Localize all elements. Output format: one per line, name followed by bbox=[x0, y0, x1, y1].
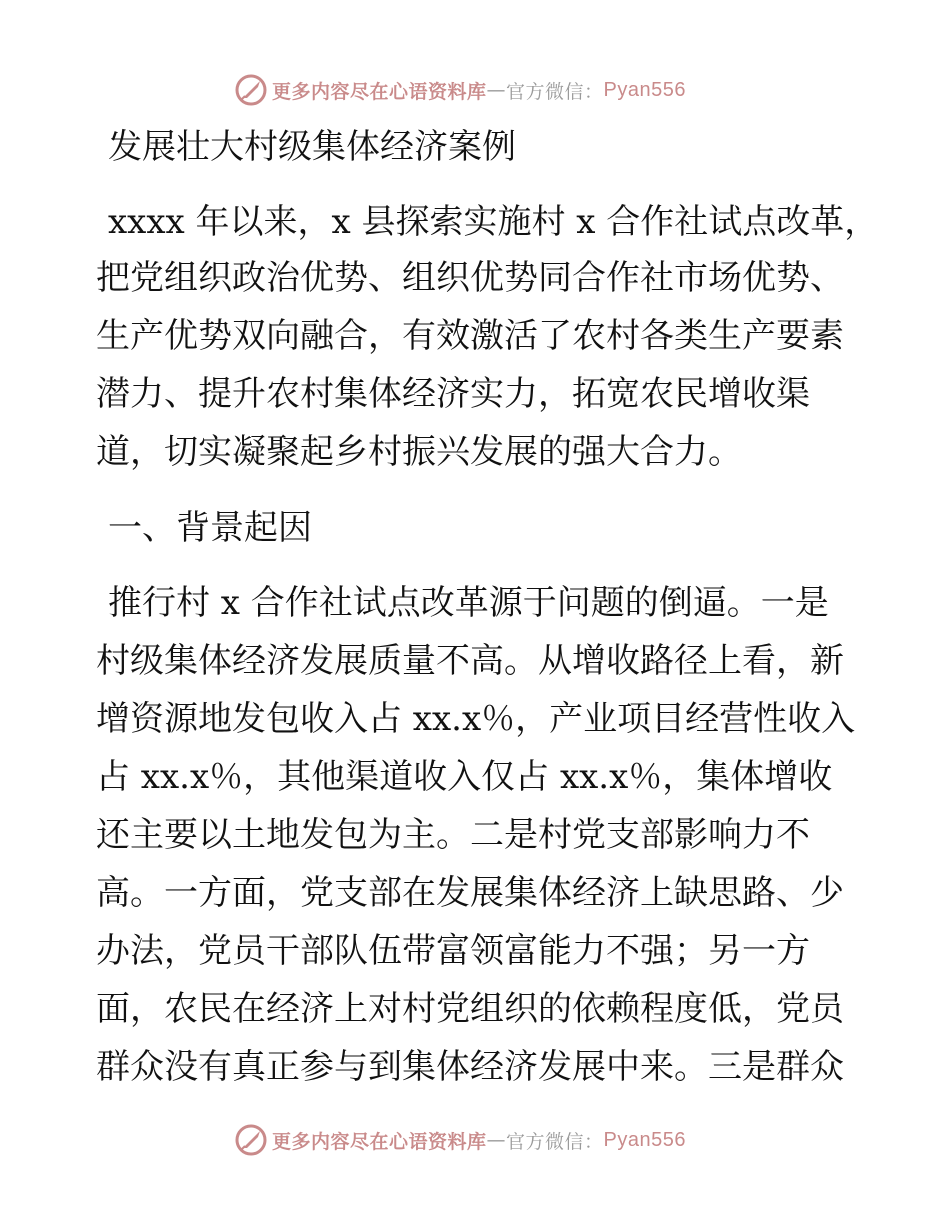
intro-line: xxxx 年以来，x 县探索实施村 x 合作社试点改革， bbox=[108, 202, 879, 242]
body-line: 高。一方面，党支部在发展集体经济上缺思路、少 bbox=[96, 873, 844, 913]
watermark-banner-top bbox=[234, 72, 686, 108]
pen-logo-icon bbox=[234, 73, 268, 107]
body-line: 增资源地发包收入占 xx.x％，产业项目经营性收入 bbox=[96, 699, 856, 739]
watermark-wechat-id: Pyan556 bbox=[603, 78, 686, 101]
body-line: 还主要以土地发包为主。二是村党支部影响力不 bbox=[96, 815, 810, 855]
watermark-text: 更多内容尽在心语资料库 bbox=[272, 80, 487, 103]
body-line: 占 xx.x％，其他渠道收入仅占 xx.x％，集体增收 bbox=[96, 757, 833, 797]
body-line: 面，农民在经济上对村党组织的依赖程度低，党员 bbox=[96, 989, 844, 1029]
watermark-wechat-label: 官方微信： bbox=[506, 1130, 604, 1153]
watermark-banner-bottom bbox=[234, 1122, 686, 1158]
watermark-dash: — bbox=[486, 79, 507, 101]
body-line: 办法，党员干部队伍带富领富能力不强；另一方 bbox=[96, 931, 810, 971]
document-title: 发展壮大村级集体经济案例 bbox=[108, 127, 516, 167]
body-line: 群众没有真正参与到集体经济发展中来。三是群众 bbox=[96, 1047, 844, 1087]
body-line: 推行村 x 合作社试点改革源于问题的倒逼。一是 bbox=[108, 583, 829, 623]
pen-logo-icon bbox=[234, 1123, 268, 1157]
body-line: 村级集体经济发展质量不高。从增收路径上看，新 bbox=[96, 641, 844, 681]
watermark-wechat-id: Pyan556 bbox=[603, 1128, 686, 1151]
intro-line: 道，切实凝聚起乡村振兴发展的强大合力。 bbox=[96, 432, 742, 472]
intro-line: 把党组织政治优势、组织优势同合作社市场优势、 bbox=[96, 258, 844, 298]
intro-line: 潜力、提升农村集体经济实力，拓宽农民增收渠 bbox=[96, 374, 810, 414]
section-heading: 一、背景起因 bbox=[108, 508, 312, 548]
watermark-text: 更多内容尽在心语资料库 bbox=[272, 1130, 487, 1153]
watermark-dash: — bbox=[486, 1129, 507, 1151]
intro-line: 生产优势双向融合，有效激活了农村各类生产要素 bbox=[96, 316, 844, 356]
watermark-wechat-label: 官方微信： bbox=[506, 80, 604, 103]
